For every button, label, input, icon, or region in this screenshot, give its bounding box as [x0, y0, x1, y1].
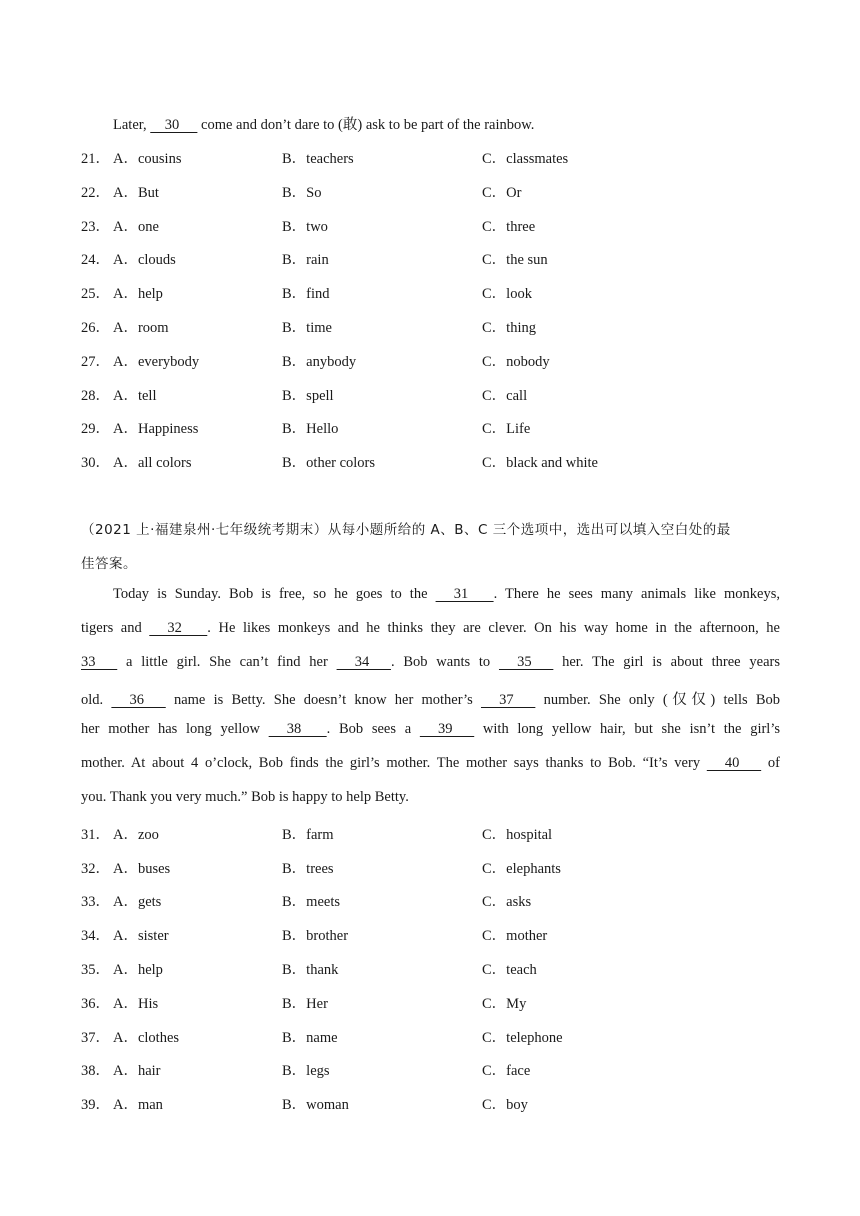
blank-34: 34 [336, 654, 391, 670]
blank-33: 33 [81, 654, 118, 670]
passage-line: her mother has long yellow 38 . Bob sees a 39 with long yellow hair, but she isn’t the girl’s [81, 721, 780, 737]
option-c: C．Or [482, 185, 522, 201]
option-b: B．brother [282, 928, 349, 944]
option-b: B．anybody [282, 354, 357, 370]
blank-36: 36 [111, 692, 166, 708]
option-a: A．tell [113, 388, 157, 404]
question-number: 37． [81, 1030, 110, 1046]
passage-line: 33 a little girl. She can’t find her 34 . Bob wants to 35 her. The girl is about three years [81, 654, 780, 670]
blank-37: 37 [480, 692, 536, 708]
blank-39: 39 [419, 721, 475, 737]
option-b: B．teachers [282, 151, 354, 167]
question-number: 31． [81, 827, 110, 843]
question-number: 21． [81, 151, 110, 167]
option-b: B．meets [282, 894, 340, 910]
option-c: C．mother [482, 928, 548, 944]
question-number: 24． [81, 252, 110, 268]
section-instruction-cont: 佳答案。 [81, 556, 137, 572]
blank-40: 40 [706, 755, 762, 771]
option-c: C．three [482, 219, 536, 235]
option-a: A．help [113, 286, 163, 302]
section-instruction: （2021 上·福建泉州·七年级统考期末）从每小题所给的 A、B、C 三个选项中，选出可以填入空白处的最 [81, 522, 731, 538]
option-b: B．spell [282, 388, 334, 404]
option-b: B．legs [282, 1063, 330, 1079]
question-number: 39． [81, 1097, 110, 1113]
question-number: 23． [81, 219, 110, 235]
option-a: A．But [113, 185, 159, 201]
question-number: 38． [81, 1063, 110, 1079]
option-a: A．gets [113, 894, 162, 910]
option-b: B．trees [282, 861, 334, 877]
question-number: 35． [81, 962, 110, 978]
option-c: C．teach [482, 962, 537, 978]
question-number: 34． [81, 928, 110, 944]
question-number: 28． [81, 388, 110, 404]
option-b: B．other colors [282, 455, 376, 471]
blank-31: 31 [435, 586, 494, 602]
passage-text: come and don’t dare to (敢) ask to be part of the rainbow. [197, 117, 535, 133]
question-number: 22． [81, 185, 110, 201]
option-b: B．woman [282, 1097, 349, 1113]
option-c: C．telephone [482, 1030, 563, 1046]
option-a: A．room [113, 320, 169, 336]
option-c: C．nobody [482, 354, 550, 370]
option-b: B．time [282, 320, 332, 336]
option-b: B．name [282, 1030, 338, 1046]
option-a: A．His [113, 996, 159, 1012]
passage-line: Today is Sunday. Bob is free, so he goes to the 31 . There he sees many animals like monkeys, [113, 586, 780, 602]
option-a: A．sister [113, 928, 169, 944]
blank-30: 30 [150, 117, 198, 133]
option-c: C．black and white [482, 455, 598, 471]
option-a: A．clouds [113, 252, 176, 268]
option-a: A．one [113, 219, 159, 235]
question-number: 29． [81, 421, 110, 437]
option-a: A．hair [113, 1063, 161, 1079]
option-a: A．everybody [113, 354, 200, 370]
option-a: A．clothes [113, 1030, 180, 1046]
option-b: B．two [282, 219, 328, 235]
option-a: A．buses [113, 861, 171, 877]
option-c: C．classmates [482, 151, 569, 167]
question-number: 36． [81, 996, 110, 1012]
question-number: 32． [81, 861, 110, 877]
passage-text: Later, [113, 117, 151, 133]
option-b: B．Hello [282, 421, 339, 437]
option-a: A．help [113, 962, 163, 978]
option-c: C．call [482, 388, 528, 404]
passage1-last-line [113, 113, 813, 134]
option-c: C．look [482, 286, 532, 302]
passage-line: mother. At about 4 o’clock, Bob finds the girl’s mother. The mother says thanks to Bob. “It’s very 40 of [81, 755, 780, 771]
option-c: C．boy [482, 1097, 528, 1113]
passage-line: you. Thank you very much.” Bob is happy to help Betty. [81, 789, 409, 805]
option-b: B．So [282, 185, 322, 201]
option-b: B．thank [282, 962, 339, 978]
passage-line: tigers and 32 . He likes monkeys and he thinks they are clever. On his way home in the afternoon, he [81, 620, 780, 636]
option-a: A．all colors [113, 455, 192, 471]
option-b: B．Her [282, 996, 328, 1012]
option-c: C．face [482, 1063, 531, 1079]
option-c: C．My [482, 996, 527, 1012]
option-c: C．thing [482, 320, 536, 336]
option-b: B．farm [282, 827, 334, 843]
question-number: 27． [81, 354, 110, 370]
option-a: A．Happiness [113, 421, 199, 437]
option-c: C．the sun [482, 252, 548, 268]
passage-line: old. 36 name is Betty. She doesn’t know her mother’s 37 number. She only (仅仅) tells Bob [81, 692, 780, 708]
blank-35: 35 [498, 654, 554, 670]
question-number: 33． [81, 894, 110, 910]
option-c: C．hospital [482, 827, 553, 843]
question-number: 30． [81, 455, 110, 471]
question-number: 25． [81, 286, 110, 302]
option-a: A．man [113, 1097, 163, 1113]
blank-32: 32 [149, 620, 208, 636]
option-a: A．zoo [113, 827, 159, 843]
question-number: 26． [81, 320, 110, 336]
option-c: C．asks [482, 894, 532, 910]
option-c: C．Life [482, 421, 531, 437]
blank-38: 38 [268, 721, 327, 737]
option-a: A．cousins [113, 151, 182, 167]
option-c: C．elephants [482, 861, 561, 877]
option-b: B．find [282, 286, 330, 302]
option-b: B．rain [282, 252, 329, 268]
